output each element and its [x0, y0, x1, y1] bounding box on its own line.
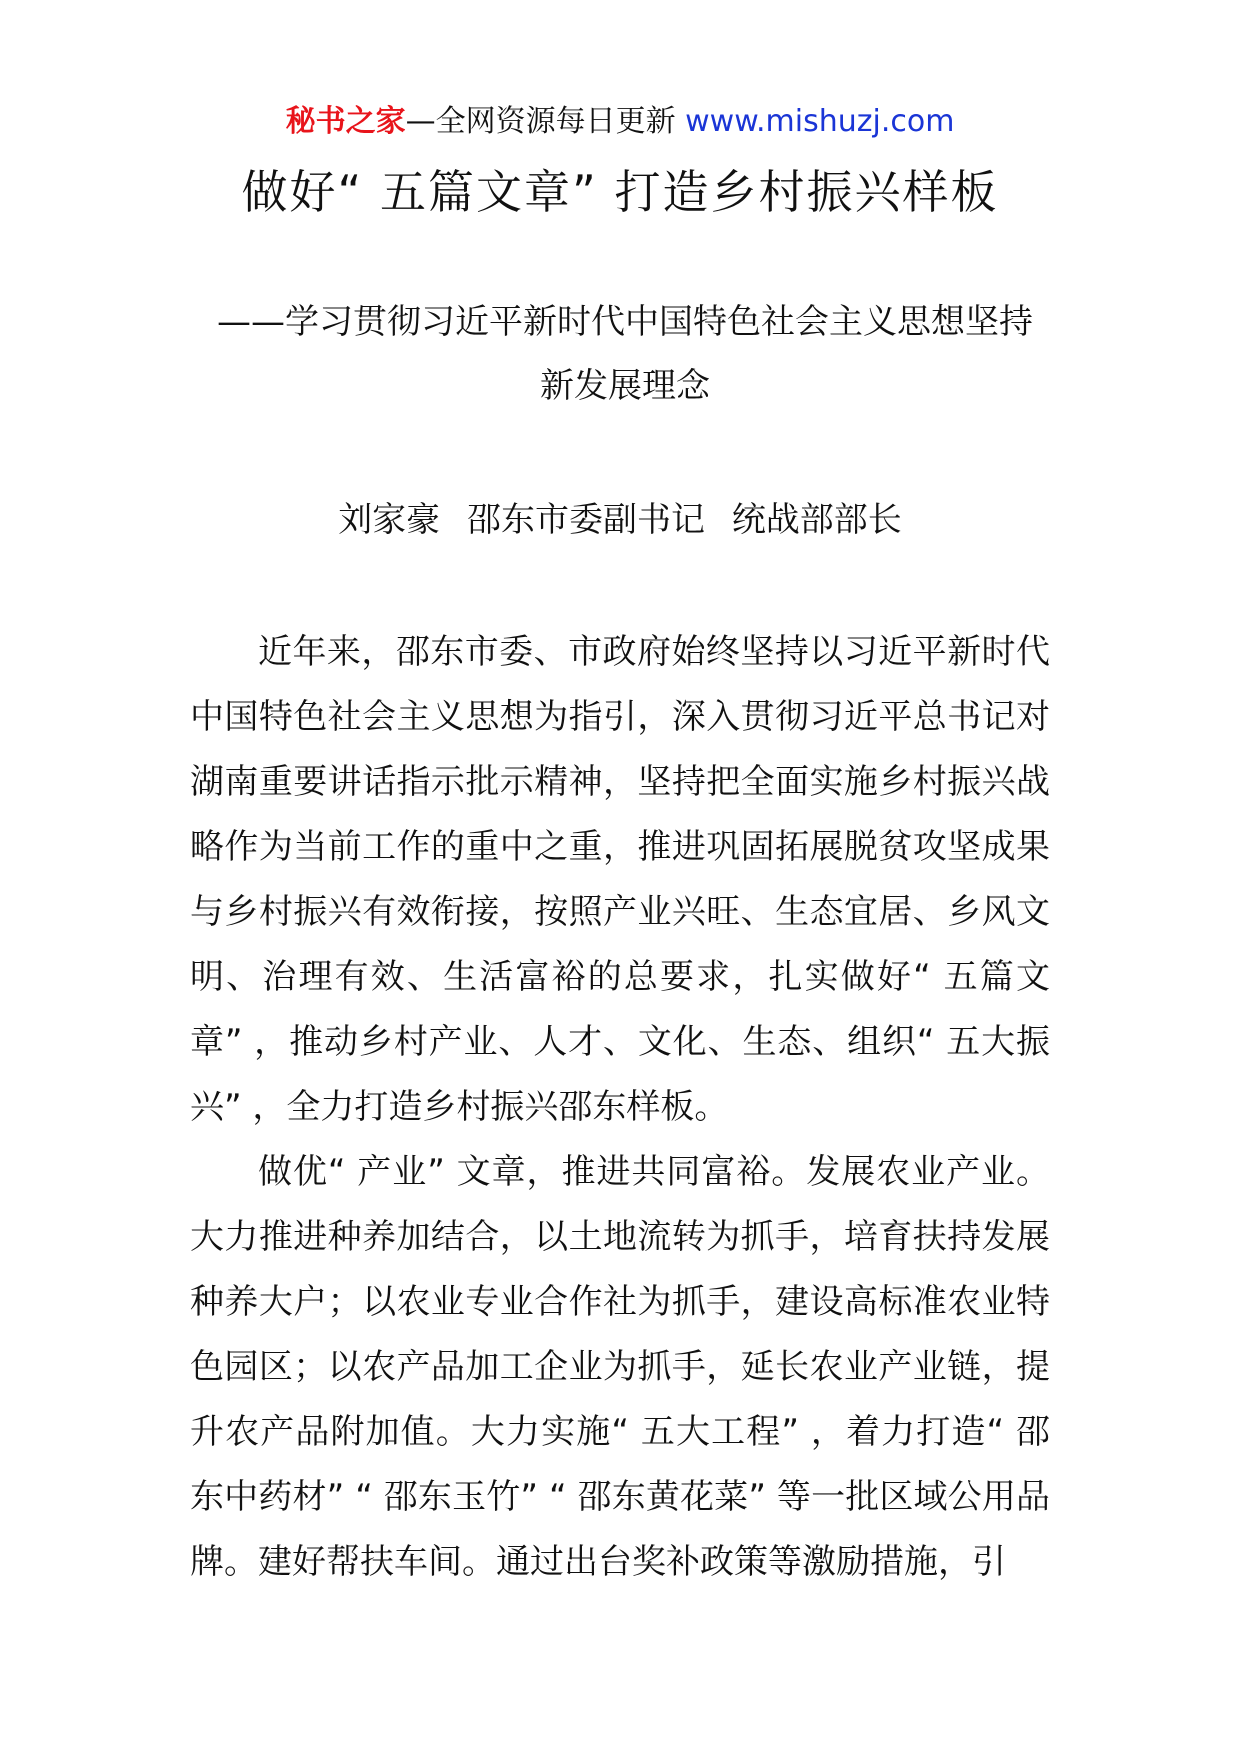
- author-line: [0, 496, 1240, 544]
- body-paragraph: 近年来，邵东市委、市政府始终坚持以习近平新时代中国特色社会主义思想为指引，深入贯彻习近平总书记对湖南重要讲话指示批示精神，坚持把全面实施乡村振兴战略作为当前工作的重中之重，推进巩固拓展脱贫攻坚成果与乡村振兴有效衔接，按照产业兴旺、生态宜居、乡风文明、治理有效、生活富裕的总要求，扎实做好“ 五篇文章” ，推动乡村产业、人才、文化、生态、组织“ 五大振兴” ，全力打造乡村振兴邵东样板。: [190, 632, 1050, 1127]
- author-name: 刘家豪: [338, 500, 441, 540]
- author-position: 邵东市委副书记: [467, 500, 705, 540]
- document-subtitle: ——学习贯彻习近平新时代中国特色社会主义思想坚持新发展理念: [217, 302, 1033, 406]
- document-title: 做好“ 五篇文章” 打造乡村振兴样板: [241, 165, 999, 219]
- brand-name: 秘书之家: [285, 104, 406, 139]
- site-header: [0, 100, 1240, 144]
- document-body: [190, 620, 1050, 1595]
- body-paragraph: 做优“ 产业” 文章，推进共同富裕。发展农业产业。大力推进种养加结合，以土地流转为抓手，培育扶持发展种养大户；以农业专业合作社为抓手，建设高标准农业特色园区；以农产品加工企业为抓手，延长农业产业链，提升农产品附加值。大力实施“ 五大工程” ，着力打造“ 邵东中药材” “ 邵东玉竹” “ 邵东黄花菜” 等一批区域公用品牌。建好帮扶车间。通过出台奖补政策等激励措施，引: [190, 1152, 1050, 1582]
- author-role: 统战部部长: [731, 500, 902, 540]
- header-tagline: —全网资源每日更新: [405, 104, 676, 139]
- site-url-link[interactable]: www.mishuzj.com: [685, 104, 955, 139]
